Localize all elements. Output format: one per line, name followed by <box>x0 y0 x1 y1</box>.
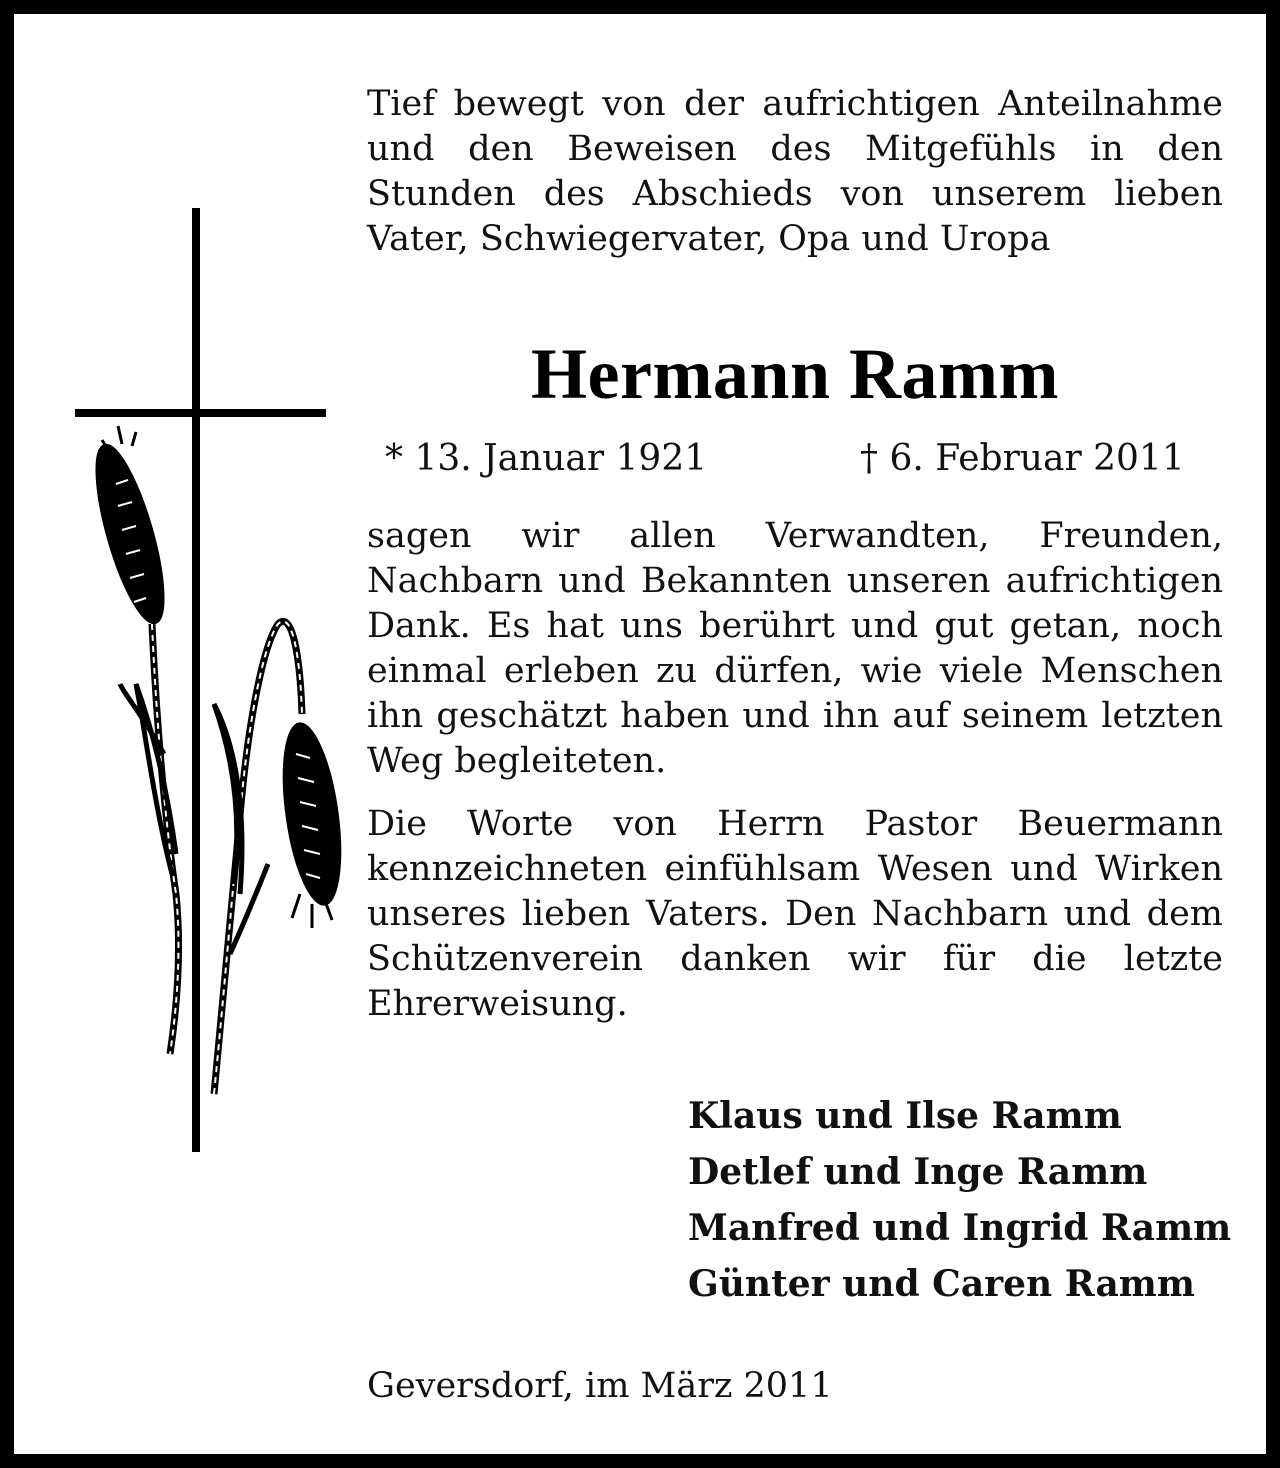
cross-icon <box>75 208 326 1152</box>
intro-text: Tief bewegt von der aufrichtigen Anteilnahme und den Beweisen des Mitgefühls in den Stunden des Abschieds von unserem lieben Vater, Schwiegervater, Opa und Uropa <box>367 84 1223 259</box>
wheat-icon <box>83 426 350 1094</box>
thanks-paragraph: sagen wir allen Verwandten, Freunden, Nachbarn und Bekannten unseren aufrichtigen Dank. Es hat uns berührt und gut getan, noch einmal erleben zu dürfen, wie viele Menschen ihn geschätzt haben und ihn auf seinem letzten Weg begleiteten. <box>367 516 1223 781</box>
signatory: Klaus und Ilse Ramm <box>688 1095 1122 1137</box>
signatory: Günter und Caren Ramm <box>688 1263 1195 1305</box>
signatory: Manfred und Ingrid Ramm <box>688 1207 1232 1249</box>
cross-wheat-emblem <box>64 194 364 1164</box>
deceased-name: Hermann Ramm <box>531 334 1059 414</box>
signatory: Detlef und Inge Ramm <box>688 1151 1148 1193</box>
birth-date: * 13. Januar 1921 <box>385 438 708 479</box>
place-date: Geversdorf, im März 2011 <box>367 1366 833 1406</box>
signatories <box>688 1088 1231 1312</box>
pastor-paragraph: Die Worte von Herrn Pastor Beuermann kennzeichneten einfühlsam Wesen und Wirken unseres lieben Vaters. Den Nachbarn und dem Schützenverein danken wir für die letzte Ehrerweisung. <box>367 804 1223 1024</box>
death-date: † 6. Februar 2011 <box>860 438 1185 479</box>
